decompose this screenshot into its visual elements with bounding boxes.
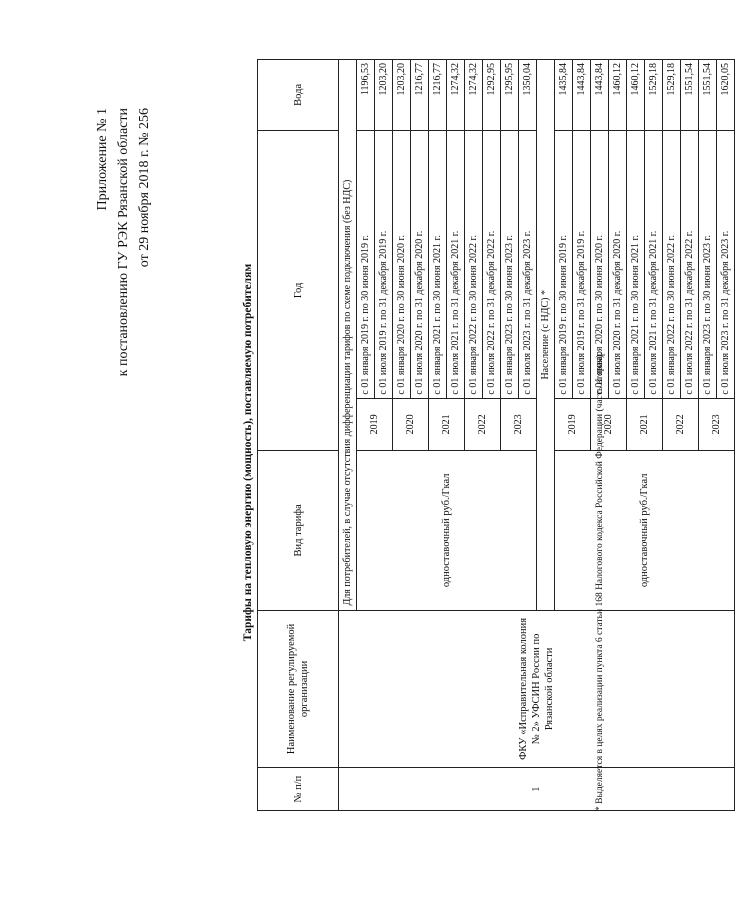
header-kind: Вид тарифа [258,451,339,610]
period-cell: с 01 июля 2023 г. по 31 декабря 2023 г. [717,130,735,398]
period-cell: с 01 июля 2020 г. по 31 декабря 2020 г. [411,130,429,398]
period-cell: с 01 июля 2023 г. по 31 декабря 2023 г. [519,130,537,398]
year-cell: 2019 [555,398,591,451]
period-cell: с 01 января 2021 г. по 30 июня 2021 г. [429,130,447,398]
footnote: * Выделяется в целях реализации пункта 6 статьи 168 Налогового кодекса Российской Федерации (часть вторая). [595,352,605,811]
year-cell: 2020 [591,398,627,451]
water-tariff-value: 1529,18 [663,60,681,131]
water-tariff-value: 1551,54 [681,60,699,131]
period-cell: с 01 января 2019 г. по 30 июня 2019 г. [357,130,375,398]
year-cell: 2022 [663,398,699,451]
water-tariff-value: 1443,84 [591,60,609,131]
header-num: № п/п [258,768,339,811]
appendix-number: Приложение № 1 [95,108,110,211]
year-cell: 2021 [429,398,465,451]
water-tariff-value: 1196,53 [357,60,375,131]
period-cell: с 01 января 2021 г. по 30 июня 2021 г. [627,130,645,398]
water-tariff-value: 1460,12 [609,60,627,131]
period-cell: с 01 июля 2019 г. по 31 декабря 2019 г. [573,130,591,398]
period-cell: с 01 января 2022 г. по 30 июня 2022 г. [465,130,483,398]
year-cell: 2021 [627,398,663,451]
year-cell: 2023 [699,398,735,451]
period-cell: с 01 января 2023 г. по 30 июня 2023 г. [699,130,717,398]
period-cell: с 01 января 2020 г. по 30 июня 2020 г. [393,130,411,398]
period-cell: с 01 июля 2021 г. по 31 декабря 2021 г. [447,130,465,398]
water-tariff-value: 1435,84 [555,60,573,131]
period-cell: с 01 января 2020 г. по 30 июня 2020 г. [591,130,609,398]
section-title: Население (с НДС) * [537,60,555,611]
water-tariff-value: 1203,20 [375,60,393,131]
document-title: Тарифы на тепловую энергию (мощность), поставляемую потребителям [242,263,254,642]
year-cell: 2022 [465,398,501,451]
period-cell: с 01 июля 2021 г. по 31 декабря 2021 г. [645,130,663,398]
period-cell: с 01 января 2023 г. по 30 июня 2023 г. [501,130,519,398]
water-tariff-value: 1551,54 [699,60,717,131]
period-cell: с 01 января 2022 г. по 30 июня 2022 г. [663,130,681,398]
tariff-kind: одноставочный руб./Гкал [555,451,735,610]
header-water: Вода [258,60,339,131]
header-org: Наименование регулируемой организации [258,610,339,768]
organization-name: ФКУ «Исправительная колония № 2» УФСИН России по Рязанской области [339,610,735,768]
period-cell: с 01 июля 2022 г. по 31 декабря 2022 г. [681,130,699,398]
water-tariff-value: 1216,77 [411,60,429,131]
water-tariff-value: 1460,12 [627,60,645,131]
period-cell: с 01 июля 2020 г. по 31 декабря 2020 г. [609,130,627,398]
header-row [258,60,339,811]
water-tariff-value: 1292,95 [483,60,501,131]
year-cell: 2023 [501,398,537,451]
year-cell: 2020 [393,398,429,451]
tariff-table [257,59,735,811]
water-tariff-value: 1620,05 [717,60,735,131]
water-tariff-value: 1274,32 [447,60,465,131]
water-tariff-value: 1203,20 [393,60,411,131]
period-cell: с 01 июля 2019 г. по 31 декабря 2019 г. [375,130,393,398]
water-tariff-value: 1350,04 [519,60,537,131]
year-cell: 2019 [357,398,393,451]
water-tariff-value: 1529,18 [645,60,663,131]
period-cell: с 01 января 2019 г. по 30 июня 2019 г. [555,130,573,398]
tariff-kind: одноставочный руб./Гкал [357,451,537,610]
water-tariff-value: 1274,32 [465,60,483,131]
water-tariff-value: 1295,95 [501,60,519,131]
section-title: Для потребителей, в случае отсутствия дифференциации тарифов по схеме подключения (без НДС) [339,60,357,611]
table-body [339,60,735,811]
resolution-ref: к постановлению ГУ РЭК Рязанской области [116,108,131,377]
water-tariff-value: 1443,84 [573,60,591,131]
water-tariff-value: 1216,77 [429,60,447,131]
approval-block [92,108,155,376]
row-number: 1 [339,768,735,811]
resolution-date: от 29 ноября 2018 г. № 256 [137,108,152,268]
period-cell: с 01 июля 2022 г. по 31 декабря 2022 г. [483,130,501,398]
section-row [339,60,357,811]
header-year: Год [258,130,339,450]
